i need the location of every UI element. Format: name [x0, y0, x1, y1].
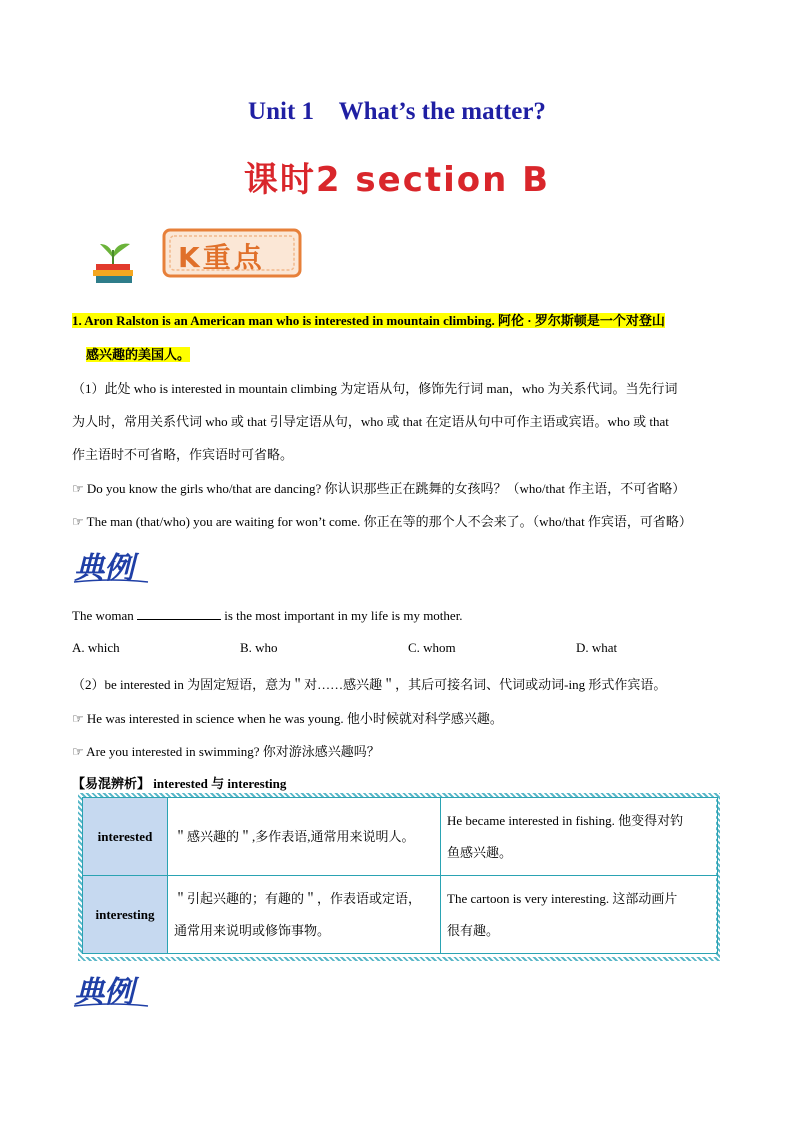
- example-logo-icon: [72, 548, 152, 586]
- option-d: D. what: [576, 640, 618, 655]
- point1-heading: 1. Aron Ralston is an American man who is interested in mountain climbing. 阿伦 · 罗尔斯顿是一个对登山: [72, 313, 665, 328]
- table-row: [83, 798, 718, 876]
- compare-heading: 【易混辨析】 interested 与 interesting: [72, 776, 287, 791]
- page-subtitle: 课时2 section B: [243, 160, 551, 200]
- point2-explain: （2）be interested in 为固定短语，意为＂对……感兴趣＂，其后可接名词、代词或动词-ing 形式作宾语。: [72, 677, 667, 692]
- question-stem: The woman is the most important in my life is my mother.: [72, 608, 463, 623]
- compare-table: [82, 797, 718, 954]
- books-sprout-icon: [88, 236, 138, 284]
- point1-example-1: ☞ Do you know the girls who/that are dancing? 你认识那些正在跳舞的女孩吗？（who/that 作主语，不可省略）: [72, 481, 686, 496]
- example-cell: He became interested in fishing. 他变得对钓 鱼感兴趣。: [441, 798, 718, 876]
- word-cell: interesting: [83, 876, 168, 954]
- point2-example-1: ☞ He was interested in science when he was young. 他小时候就对科学感兴趣。: [72, 711, 503, 726]
- point2-example-2: ☞ Are you interested in swimming? 你对游泳感兴趣吗？: [72, 744, 380, 759]
- desc-cell: ＂感兴趣的＂,多作表语,通常用来说明人。: [168, 798, 441, 876]
- example-logo-icon: [72, 972, 152, 1010]
- option-c: C. whom: [408, 640, 456, 655]
- answer-blank[interactable]: [137, 607, 221, 620]
- svg-text:典例: 典例: [74, 551, 134, 586]
- point1-explain-3: 作主语时不可省略，作宾语时可省略。: [72, 447, 294, 462]
- desc-cell: ＂引起兴趣的；有趣的＂，作表语或定语， 通常用来说明或修饰事物。: [168, 876, 441, 954]
- option-b: B. who: [240, 640, 278, 655]
- point1-heading-cont: 感兴趣的美国人。: [86, 347, 191, 362]
- point1-explain-2: 为人时，常用关系代词 who 或 that 引导定语从句，who 或 that 在定语从句中可作主语或宾语。who 或 that: [72, 414, 669, 429]
- example-cell: The cartoon is very interesting. 这部动画片 很有趣。: [441, 876, 718, 954]
- key-points-label: K重点: [178, 241, 265, 274]
- table-row: [83, 876, 718, 954]
- svg-text:典例: 典例: [74, 975, 134, 1010]
- word-cell: interested: [83, 798, 168, 876]
- point1-example-2: ☞ The man (that/who) you are waiting for won’t come. 你正在等的那个人不会来了。（who/that 作宾语，可省略）: [72, 514, 692, 529]
- key-points-badge: [160, 226, 310, 282]
- option-a: A. which: [72, 640, 120, 655]
- point1-explain-1: （1）此处 who is interested in mountain climbing 为定语从句，修饰先行词 man，who 为关系代词。当先行词: [72, 381, 678, 396]
- page-title: Unit 1 What’s the matter?: [248, 98, 546, 125]
